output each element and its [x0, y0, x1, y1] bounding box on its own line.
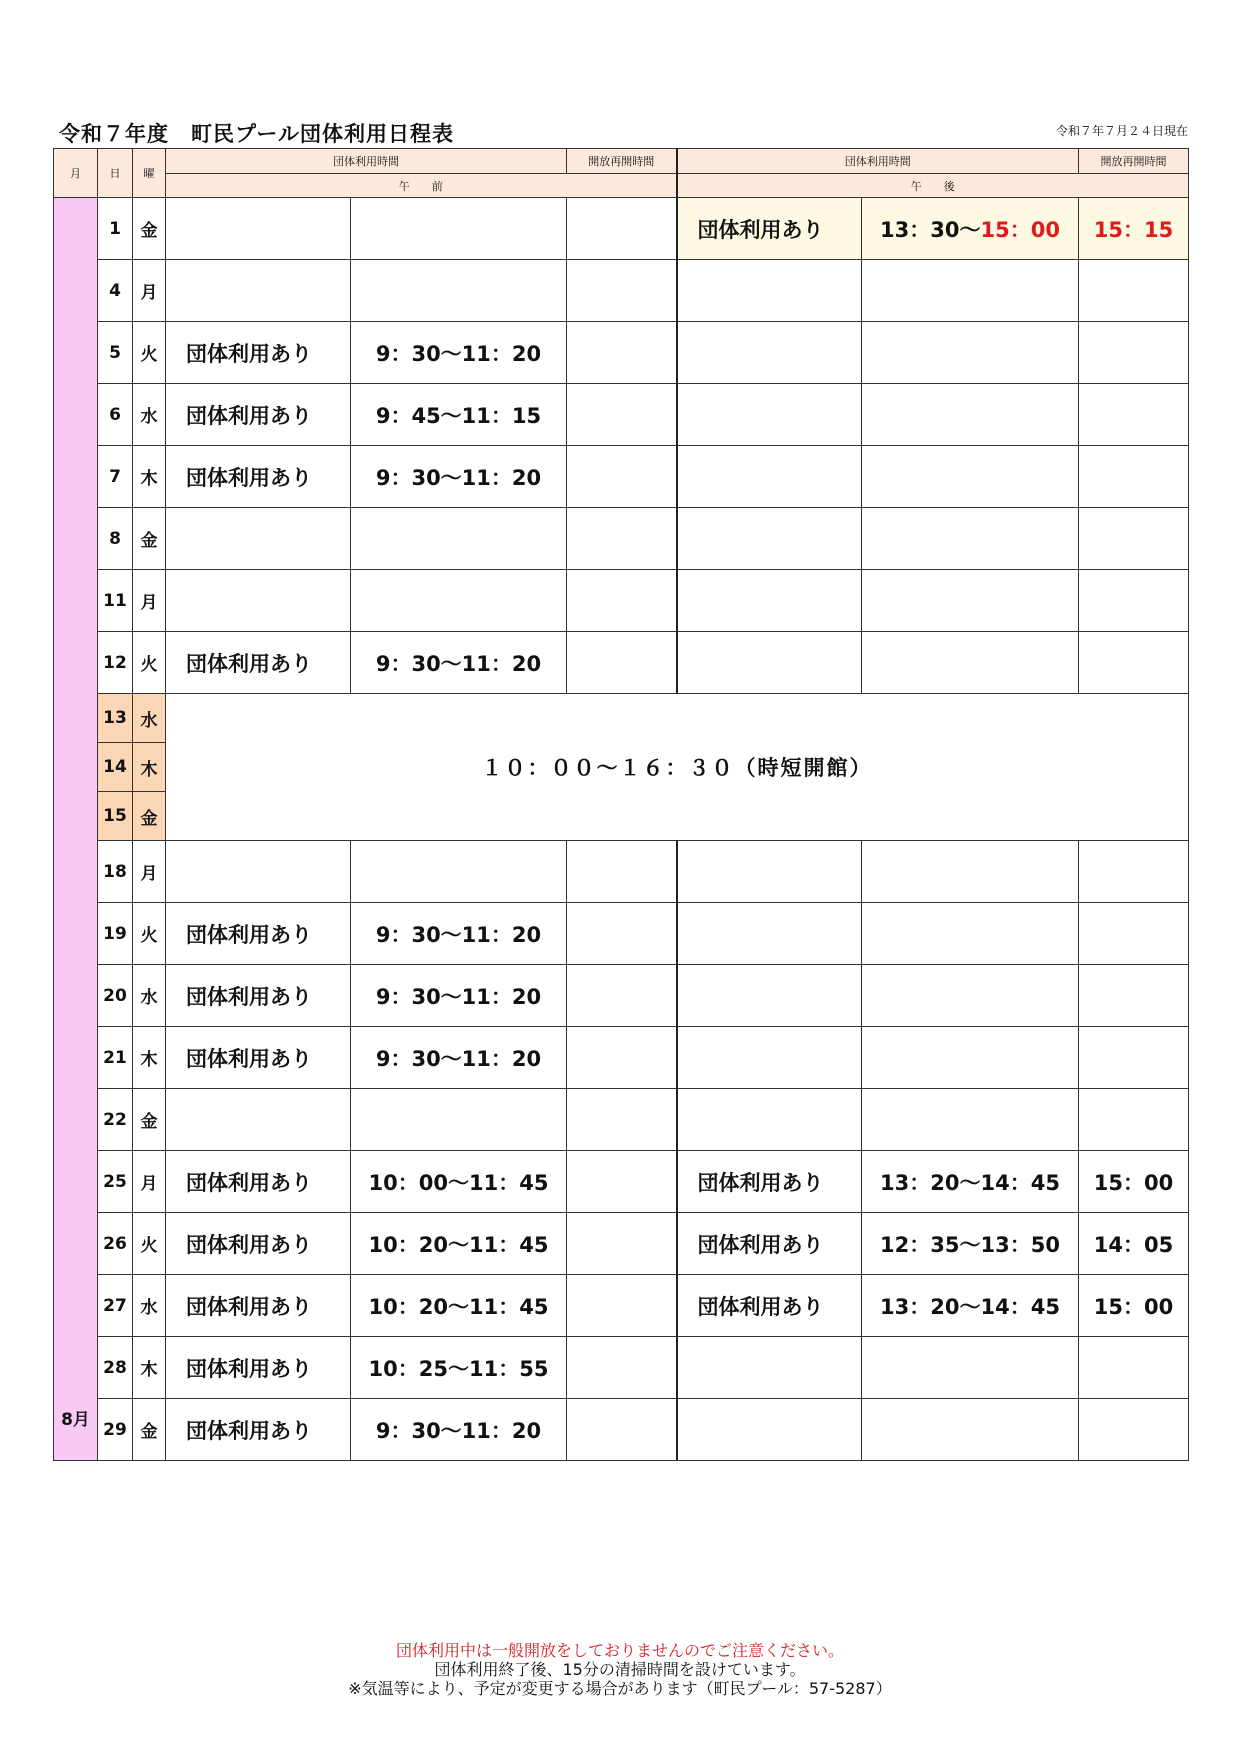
weekday-cell: 水 [133, 694, 166, 743]
pm-time-start: 13：30～ [880, 217, 981, 242]
pm-time-cell [862, 1027, 1079, 1089]
table-row [54, 508, 1189, 570]
pm-time-start: 12：35～13：50 [880, 1232, 1060, 1257]
am-reopen-cell [567, 198, 677, 260]
day-cell: 14 [98, 743, 133, 792]
am-reopen-cell [567, 1275, 677, 1337]
weekday-cell: 火 [133, 322, 166, 384]
as-of-date: 令和７年７月２４日現在 [1055, 124, 1188, 138]
day-cell: 15 [98, 792, 133, 841]
day-cell: 12 [98, 632, 133, 694]
pm-status-cell [677, 260, 862, 322]
table-row [54, 446, 1189, 508]
pm-time-cell [862, 198, 1079, 260]
table-row [54, 1213, 1189, 1275]
am-status-cell [166, 841, 351, 903]
weekday-cell: 火 [133, 903, 166, 965]
pm-time-start: 13：20～14：45 [880, 1170, 1060, 1195]
am-status-cell [166, 260, 351, 322]
pm-status-cell: 団体利用あり [677, 1275, 862, 1337]
am-time-cell: 9：30～11：20 [351, 632, 567, 694]
day-cell: 28 [98, 1337, 133, 1399]
pm-status-cell [677, 1089, 862, 1151]
am-status-cell: 団体利用あり [166, 965, 351, 1027]
pm-reopen-cell: 15：00 [1079, 1275, 1189, 1337]
am-time-cell: 9：45～11：15 [351, 384, 567, 446]
schedule-table [53, 148, 1189, 1461]
weekday-cell: 月 [133, 1151, 166, 1213]
weekday-cell: 金 [133, 1089, 166, 1151]
am-status-cell: 団体利用あり [166, 1399, 351, 1461]
am-status-cell [166, 1089, 351, 1151]
pm-time-cell [862, 1399, 1079, 1461]
am-reopen-cell [567, 322, 677, 384]
pm-status-cell: 団体利用あり [677, 198, 862, 260]
weekday-cell: 月 [133, 570, 166, 632]
am-reopen-cell [567, 1151, 677, 1213]
weekday-cell: 火 [133, 1213, 166, 1275]
am-time-cell [351, 508, 567, 570]
pm-status-cell [677, 632, 862, 694]
am-time-cell: 9：30～11：20 [351, 903, 567, 965]
am-time-cell: 10：20～11：45 [351, 1275, 567, 1337]
weekday-cell: 木 [133, 1337, 166, 1399]
notice-cleaning: 団体利用終了後、15分の清掃時間を設けています。 [434, 1660, 806, 1679]
pm-reopen-cell [1079, 903, 1189, 965]
pm-reopen-cell: 15：15 [1079, 198, 1189, 260]
weekday-cell: 金 [133, 1399, 166, 1461]
am-reopen-cell [567, 1027, 677, 1089]
table-row [54, 632, 1189, 694]
am-time-cell: 10：00～11：45 [351, 1151, 567, 1213]
am-reopen-cell [567, 446, 677, 508]
header-weekday: 曜 [133, 149, 166, 198]
am-time-cell [351, 841, 567, 903]
pm-reopen-cell [1079, 965, 1189, 1027]
am-time-cell: 10：20～11：45 [351, 1213, 567, 1275]
table-row [54, 384, 1189, 446]
weekday-cell: 金 [133, 198, 166, 260]
table-row [54, 1275, 1189, 1337]
notice-change: ※気温等により、予定が変更する場合があります（町民プール：57-5287） [348, 1679, 892, 1698]
day-cell: 20 [98, 965, 133, 1027]
header-day: 日 [98, 149, 133, 198]
am-status-cell: 団体利用あり [166, 1027, 351, 1089]
pm-status-cell: 団体利用あり [677, 1213, 862, 1275]
pm-status-cell [677, 384, 862, 446]
am-time-cell [351, 260, 567, 322]
am-status-cell: 団体利用あり [166, 1337, 351, 1399]
am-status-cell: 団体利用あり [166, 903, 351, 965]
am-reopen-cell [567, 1337, 677, 1399]
month-cell: 8月 [54, 198, 98, 1461]
pm-time-cell [862, 260, 1079, 322]
pm-reopen-cell: 15：00 [1079, 1151, 1189, 1213]
am-status-cell [166, 198, 351, 260]
table-row [54, 1337, 1189, 1399]
am-time-cell: 9：30～11：20 [351, 446, 567, 508]
pm-status-cell [677, 570, 862, 632]
weekday-cell: 木 [133, 446, 166, 508]
am-status-cell: 団体利用あり [166, 322, 351, 384]
weekday-cell: 月 [133, 260, 166, 322]
special-hours-cell: １０：００～１６：３０（時短開館） [166, 694, 1189, 841]
table-row [54, 1089, 1189, 1151]
am-reopen-cell [567, 260, 677, 322]
pm-time-cell [862, 384, 1079, 446]
table-row [54, 694, 1189, 743]
weekday-cell: 火 [133, 632, 166, 694]
pm-reopen-cell [1079, 384, 1189, 446]
weekday-cell: 水 [133, 965, 166, 1027]
table-row [54, 570, 1189, 632]
am-status-cell [166, 570, 351, 632]
day-cell: 1 [98, 198, 133, 260]
pm-time-cell [862, 1337, 1079, 1399]
am-reopen-cell [567, 1399, 677, 1461]
am-status-cell: 団体利用あり [166, 1213, 351, 1275]
pm-status-cell [677, 903, 862, 965]
footer-notes [0, 1641, 1240, 1698]
pm-status-cell [677, 322, 862, 384]
weekday-cell: 月 [133, 841, 166, 903]
pm-time-cell [862, 508, 1079, 570]
pm-reopen-cell [1079, 1089, 1189, 1151]
pm-status-cell [677, 508, 862, 570]
pm-reopen-cell [1079, 446, 1189, 508]
day-cell: 11 [98, 570, 133, 632]
am-status-cell: 団体利用あり [166, 1151, 351, 1213]
am-reopen-cell [567, 903, 677, 965]
table-row [54, 198, 1189, 260]
am-status-cell: 団体利用あり [166, 446, 351, 508]
header-month: 月 [54, 149, 98, 198]
weekday-cell: 金 [133, 508, 166, 570]
am-status-cell: 団体利用あり [166, 632, 351, 694]
pm-reopen-cell [1079, 1027, 1189, 1089]
pm-status-cell [677, 446, 862, 508]
pm-reopen-cell: 14：05 [1079, 1213, 1189, 1275]
am-reopen-cell [567, 508, 677, 570]
pm-reopen-cell [1079, 841, 1189, 903]
day-cell: 26 [98, 1213, 133, 1275]
am-time-cell [351, 198, 567, 260]
pm-reopen-cell [1079, 1337, 1189, 1399]
pm-time-cell [862, 965, 1079, 1027]
notice-warning: 団体利用中は一般開放をしておりませんのでご注意ください。 [395, 1641, 844, 1660]
table-row [54, 903, 1189, 965]
day-cell: 22 [98, 1089, 133, 1151]
day-cell: 7 [98, 446, 133, 508]
header-afternoon: 午 後 [677, 174, 1189, 198]
pm-time-cell [862, 903, 1079, 965]
pm-time-start: 13：20～14：45 [880, 1294, 1060, 1319]
day-cell: 4 [98, 260, 133, 322]
header-am-reopen: 開放再開時間 [567, 149, 677, 174]
day-cell: 27 [98, 1275, 133, 1337]
am-time-cell: 9：30～11：20 [351, 965, 567, 1027]
pm-status-cell: 団体利用あり [677, 1151, 862, 1213]
weekday-cell: 水 [133, 384, 166, 446]
day-cell: 18 [98, 841, 133, 903]
header-morning: 午 前 [166, 174, 677, 198]
pm-time-cell [862, 1213, 1079, 1275]
weekday-cell: 水 [133, 1275, 166, 1337]
pm-status-cell [677, 841, 862, 903]
am-reopen-cell [567, 570, 677, 632]
pm-reopen-cell [1079, 1399, 1189, 1461]
pm-status-cell [677, 1027, 862, 1089]
pm-time-cell [862, 1275, 1079, 1337]
table-row [54, 841, 1189, 903]
am-reopen-cell [567, 632, 677, 694]
table-row [54, 965, 1189, 1027]
table-row [54, 322, 1189, 384]
pm-reopen-cell [1079, 260, 1189, 322]
pm-time-cell [862, 446, 1079, 508]
am-status-cell [166, 508, 351, 570]
day-cell: 5 [98, 322, 133, 384]
day-cell: 8 [98, 508, 133, 570]
am-time-cell [351, 570, 567, 632]
am-time-cell [351, 1089, 567, 1151]
pm-status-cell [677, 1337, 862, 1399]
pm-status-cell [677, 965, 862, 1027]
am-status-cell: 団体利用あり [166, 1275, 351, 1337]
table-row [54, 1399, 1189, 1461]
pm-reopen-cell [1079, 322, 1189, 384]
day-cell: 19 [98, 903, 133, 965]
am-time-cell: 9：30～11：20 [351, 1027, 567, 1089]
weekday-cell: 木 [133, 743, 166, 792]
header-pm-reopen: 開放再開時間 [1079, 149, 1189, 174]
pm-time-cell [862, 841, 1079, 903]
pm-reopen-cell [1079, 632, 1189, 694]
table-row [54, 260, 1189, 322]
pm-time-cell [862, 1089, 1079, 1151]
pm-status-cell [677, 1399, 862, 1461]
header-am-group-time: 団体利用時間 [166, 149, 567, 174]
am-reopen-cell [567, 841, 677, 903]
pm-time-cell [862, 632, 1079, 694]
header-pm-group-time: 団体利用時間 [677, 149, 1079, 174]
day-cell: 21 [98, 1027, 133, 1089]
table-row [54, 1027, 1189, 1089]
pm-time-end-changed: 15：00 [980, 217, 1060, 242]
am-reopen-cell [567, 1213, 677, 1275]
day-cell: 29 [98, 1399, 133, 1461]
table-row [54, 1151, 1189, 1213]
day-cell: 6 [98, 384, 133, 446]
day-cell: 13 [98, 694, 133, 743]
am-time-cell: 10：25～11：55 [351, 1337, 567, 1399]
am-time-cell: 9：30～11：20 [351, 1399, 567, 1461]
am-status-cell: 団体利用あり [166, 384, 351, 446]
pm-reopen-cell [1079, 508, 1189, 570]
am-reopen-cell [567, 1089, 677, 1151]
weekday-cell: 木 [133, 1027, 166, 1089]
pm-time-cell [862, 570, 1079, 632]
weekday-cell: 金 [133, 792, 166, 841]
day-cell: 25 [98, 1151, 133, 1213]
am-reopen-cell [567, 384, 677, 446]
pm-time-cell [862, 1151, 1079, 1213]
page-title: 令和７年度 町民プール団体利用日程表 [59, 122, 454, 146]
am-time-cell: 9：30～11：20 [351, 322, 567, 384]
pm-reopen-cell [1079, 570, 1189, 632]
pm-time-cell [862, 322, 1079, 384]
am-reopen-cell [567, 965, 677, 1027]
